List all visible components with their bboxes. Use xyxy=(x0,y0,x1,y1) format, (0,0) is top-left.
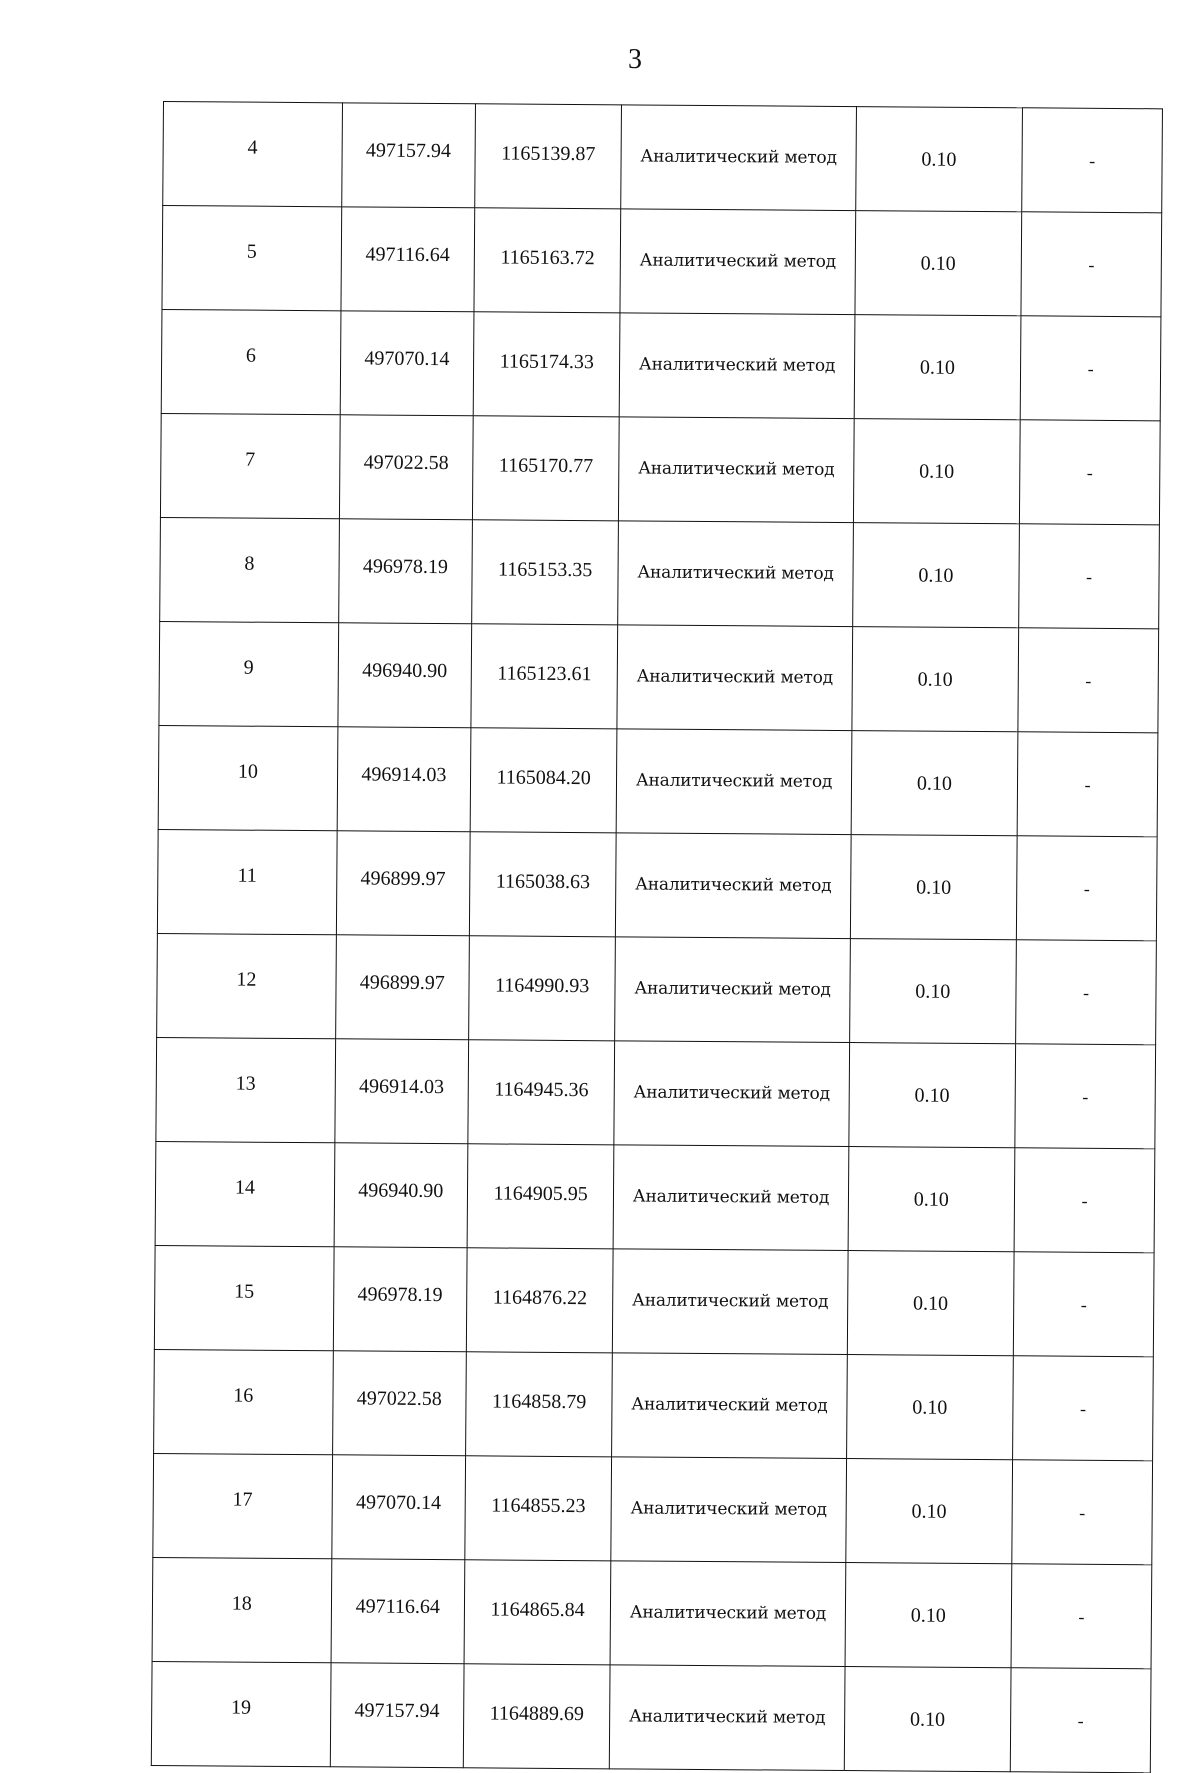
x-coordinate-cell: 496914.03 xyxy=(335,1039,469,1144)
point-number-cell: 11 xyxy=(157,829,336,934)
y-coordinate-cell: 1164855.23 xyxy=(465,1456,612,1561)
precision-cell: 0.10 xyxy=(846,1355,1013,1460)
precision-cell: 0.10 xyxy=(854,315,1021,420)
precision-cell: 0.10 xyxy=(853,419,1020,524)
note-cell: - xyxy=(1013,1252,1154,1357)
x-coordinate-cell: 497116.64 xyxy=(341,207,475,312)
note-cell: - xyxy=(1021,212,1162,317)
precision-cell: 0.10 xyxy=(847,1251,1014,1356)
method-cell: Аналитический метод xyxy=(612,1353,847,1459)
point-number-cell: 10 xyxy=(158,725,337,830)
x-coordinate-cell: 497070.14 xyxy=(332,1455,466,1560)
table-row xyxy=(160,413,1160,524)
point-number-cell: 18 xyxy=(152,1557,331,1662)
x-coordinate-cell: 497022.58 xyxy=(339,415,473,520)
y-coordinate-cell: 1164876.22 xyxy=(466,1248,613,1353)
y-coordinate-cell: 1165038.63 xyxy=(469,832,616,937)
y-coordinate-cell: 1165170.77 xyxy=(472,416,619,521)
precision-cell: 0.10 xyxy=(855,211,1022,316)
x-coordinate-cell: 497116.64 xyxy=(331,1559,465,1664)
method-cell: Аналитический метод xyxy=(610,1561,845,1667)
point-number-cell: 7 xyxy=(160,413,339,518)
note-cell: - xyxy=(1020,316,1161,421)
point-number-cell: 16 xyxy=(154,1349,333,1454)
x-coordinate-cell: 497070.14 xyxy=(340,311,474,416)
point-number-cell: 15 xyxy=(154,1245,333,1350)
method-cell: Аналитический метод xyxy=(618,521,853,627)
y-coordinate-cell: 1165139.87 xyxy=(475,104,622,209)
note-cell: - xyxy=(1011,1564,1152,1669)
table-row xyxy=(160,517,1160,628)
point-number-cell: 17 xyxy=(153,1453,332,1558)
table-row xyxy=(157,829,1157,940)
point-number-cell: 5 xyxy=(162,206,341,311)
y-coordinate-cell: 1165084.20 xyxy=(470,728,617,833)
note-cell: - xyxy=(1020,420,1161,525)
x-coordinate-cell: 496899.97 xyxy=(336,831,470,936)
note-cell: - xyxy=(1015,1044,1156,1149)
x-coordinate-cell: 497022.58 xyxy=(332,1351,466,1456)
x-coordinate-cell: 496940.90 xyxy=(338,623,472,728)
precision-cell: 0.10 xyxy=(855,107,1022,212)
note-cell: - xyxy=(1013,1356,1154,1461)
note-cell: - xyxy=(1016,940,1157,1045)
x-coordinate-cell: 496899.97 xyxy=(335,935,469,1040)
point-number-cell: 14 xyxy=(155,1141,334,1246)
note-cell: - xyxy=(1022,108,1163,213)
table-row xyxy=(157,933,1157,1044)
note-cell: - xyxy=(1018,628,1159,733)
point-number-cell: 9 xyxy=(159,621,338,726)
precision-cell: 0.10 xyxy=(848,1043,1015,1148)
x-coordinate-cell: 497157.94 xyxy=(341,103,475,208)
note-cell: - xyxy=(1014,1148,1155,1253)
x-coordinate-cell: 496914.03 xyxy=(337,727,471,832)
y-coordinate-cell: 1165174.33 xyxy=(473,312,620,417)
table-row xyxy=(155,1141,1155,1252)
y-coordinate-cell: 1164905.95 xyxy=(467,1144,614,1249)
method-cell: Аналитический метод xyxy=(617,729,852,835)
y-coordinate-cell: 1164990.93 xyxy=(469,936,616,1041)
table-row xyxy=(156,1037,1156,1148)
y-coordinate-cell: 1164865.84 xyxy=(464,1560,611,1665)
precision-cell: 0.10 xyxy=(849,939,1016,1044)
method-cell: Аналитический метод xyxy=(610,1665,845,1771)
precision-cell: 0.10 xyxy=(845,1459,1012,1564)
table-row xyxy=(161,309,1161,420)
page-number: 3 xyxy=(628,44,642,75)
coordinates-table-body xyxy=(151,102,1162,1773)
note-cell: - xyxy=(1016,836,1157,941)
method-cell: Аналитический метод xyxy=(615,937,850,1043)
x-coordinate-cell: 496978.19 xyxy=(333,1247,467,1352)
method-cell: Аналитический метод xyxy=(613,1249,848,1355)
table-row xyxy=(163,102,1163,213)
method-cell: Аналитический метод xyxy=(620,209,855,315)
precision-cell: 0.10 xyxy=(850,835,1017,940)
precision-cell: 0.10 xyxy=(852,627,1019,732)
precision-cell: 0.10 xyxy=(852,523,1019,628)
point-number-cell: 12 xyxy=(157,933,336,1038)
method-cell: Аналитический метод xyxy=(611,1457,846,1563)
table-row xyxy=(154,1349,1154,1460)
precision-cell: 0.10 xyxy=(848,1147,1015,1252)
point-number-cell: 8 xyxy=(160,517,339,622)
note-cell: - xyxy=(1012,1460,1153,1565)
method-cell: Аналитический метод xyxy=(616,833,851,939)
method-cell: Аналитический метод xyxy=(621,105,856,211)
x-coordinate-cell: 497157.94 xyxy=(330,1663,464,1768)
y-coordinate-cell: 1165123.61 xyxy=(471,624,618,729)
x-coordinate-cell: 496940.90 xyxy=(334,1143,468,1248)
note-cell: - xyxy=(1017,732,1158,837)
table-row xyxy=(158,725,1158,836)
method-cell: Аналитический метод xyxy=(614,1145,849,1251)
table-row xyxy=(159,621,1159,732)
coordinates-table-wrapper xyxy=(151,101,1163,1773)
precision-cell: 0.10 xyxy=(845,1563,1012,1668)
method-cell: Аналитический метод xyxy=(614,1041,849,1147)
point-number-cell: 4 xyxy=(163,102,342,207)
x-coordinate-cell: 496978.19 xyxy=(338,519,472,624)
table-row xyxy=(162,206,1162,317)
table-row xyxy=(153,1453,1153,1564)
method-cell: Аналитический метод xyxy=(620,313,855,419)
y-coordinate-cell: 1164858.79 xyxy=(465,1352,612,1457)
precision-cell: 0.10 xyxy=(844,1667,1011,1772)
method-cell: Аналитический метод xyxy=(617,625,852,731)
y-coordinate-cell: 1164945.36 xyxy=(468,1040,615,1145)
point-number-cell: 19 xyxy=(151,1661,330,1766)
point-number-cell: 6 xyxy=(161,309,340,414)
point-number-cell: 13 xyxy=(156,1037,335,1142)
note-cell: - xyxy=(1019,524,1160,629)
coordinates-table xyxy=(151,101,1163,1773)
y-coordinate-cell: 1165153.35 xyxy=(472,520,619,625)
table-row xyxy=(152,1557,1152,1668)
table-row xyxy=(151,1661,1151,1772)
y-coordinate-cell: 1165163.72 xyxy=(474,208,621,313)
precision-cell: 0.10 xyxy=(851,731,1018,836)
y-coordinate-cell: 1164889.69 xyxy=(463,1664,610,1769)
note-cell: - xyxy=(1010,1668,1151,1773)
table-row xyxy=(154,1245,1154,1356)
method-cell: Аналитический метод xyxy=(619,417,854,523)
